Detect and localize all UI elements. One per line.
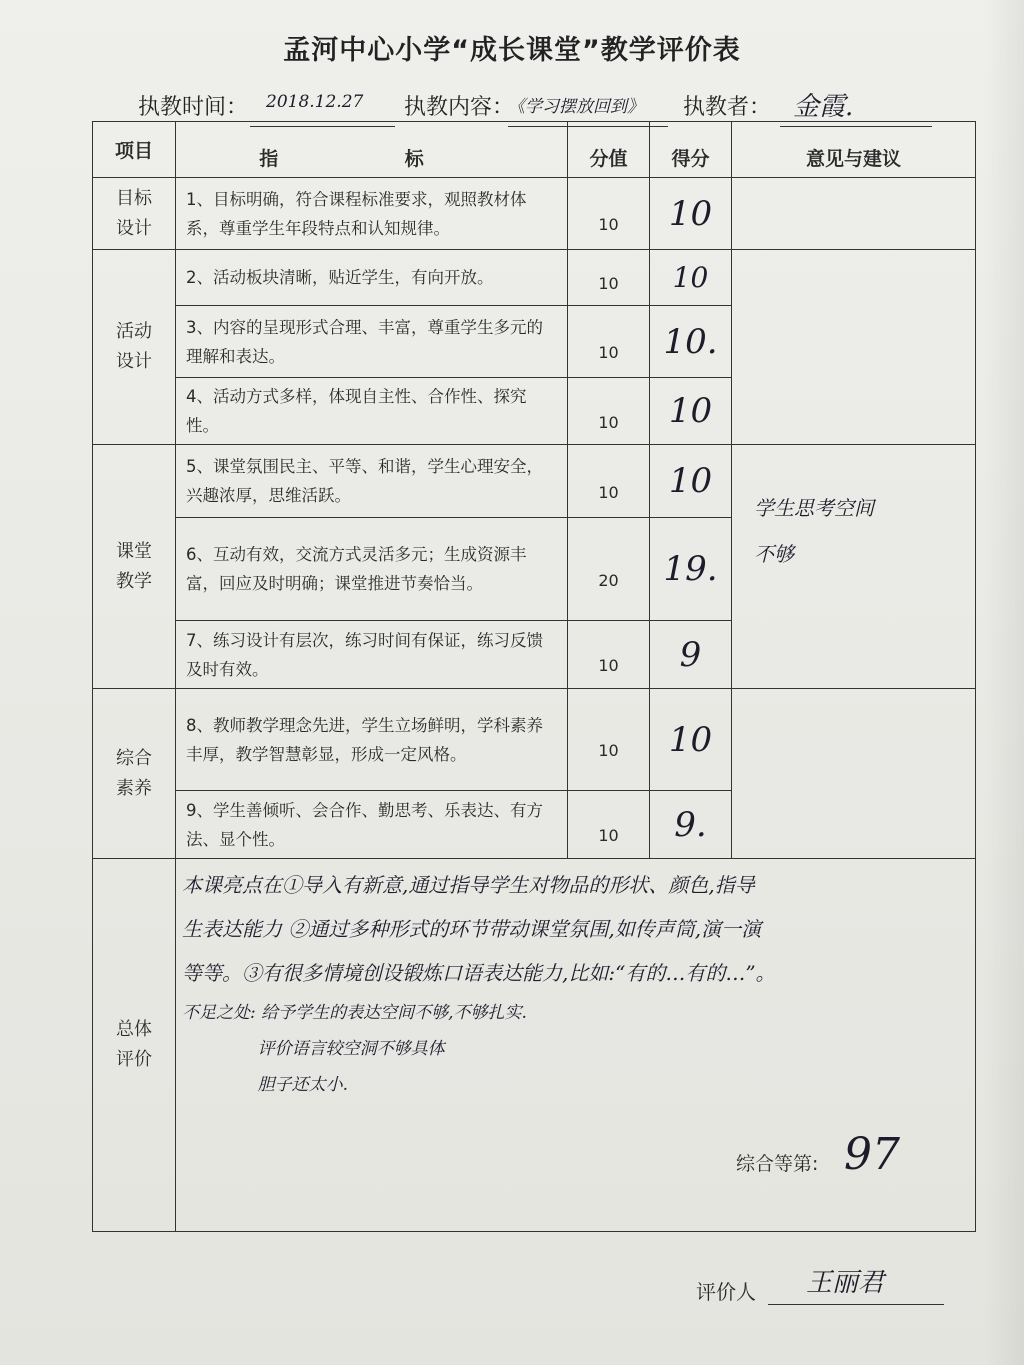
category-line: 设计 bbox=[116, 217, 152, 239]
points-7: 10 bbox=[568, 621, 650, 689]
advice-line: 不够 bbox=[754, 542, 794, 566]
score-7 bbox=[650, 621, 732, 689]
evaluator-underline bbox=[768, 1304, 944, 1305]
points-2: 10 bbox=[568, 250, 650, 306]
indicator-1: 1、目标明确，符合课程标准要求，观照教材体系，尊重学生年段特点和认知规律。 bbox=[176, 178, 568, 250]
points-4: 10 bbox=[568, 378, 650, 445]
advice-line: 学生思考空间 bbox=[754, 496, 874, 520]
score-value: 10 bbox=[672, 261, 709, 294]
header-advice: 意见与建议 bbox=[732, 122, 976, 178]
category-line: 总体 bbox=[116, 1019, 152, 1040]
evaluator-signature: 王丽君 bbox=[806, 1268, 885, 1298]
category-comprehensive-quality bbox=[93, 689, 176, 859]
advice-cell-3 bbox=[732, 445, 976, 689]
indicator-7: 7、练习设计有层次，练习时间有保证，练习反馈及时有效。 bbox=[176, 621, 568, 689]
teacher-label: 执教者： bbox=[683, 95, 772, 120]
category-line: 综合 bbox=[116, 747, 152, 769]
header-indicator: 指 标 bbox=[176, 122, 568, 178]
score-4 bbox=[650, 378, 732, 445]
points-5: 10 bbox=[568, 445, 650, 518]
category-line: 课堂 bbox=[116, 540, 152, 562]
score-value: 10 bbox=[668, 193, 713, 234]
score-5 bbox=[650, 445, 732, 518]
indicator-6: 6、互动有效，交流方式灵活多元；生成资源丰富，回应及时明确；课堂推进节奏恰当。 bbox=[176, 518, 568, 621]
indicator-9: 9、学生善倾听、会合作、勤思考、乐表达、有方法、显个性。 bbox=[176, 791, 568, 859]
category-goal-design bbox=[93, 178, 176, 250]
score-value: 10 bbox=[668, 719, 713, 760]
category-line: 设计 bbox=[116, 351, 152, 372]
indicator-3: 3、内容的呈现形式合理、丰富，尊重学生多元的理解和表达。 bbox=[176, 306, 568, 378]
overall-line: 等等。③有很多情境创设锻炼口语表达能力,比如:“有的…有的…”。 bbox=[182, 961, 776, 985]
evaluator-label: 评价人 bbox=[696, 1280, 756, 1304]
header-points: 分值 bbox=[568, 122, 650, 178]
category-line: 目标 bbox=[116, 187, 152, 209]
overall-line: 生表达能力 ②通过多种形式的环节带动课堂氛围,如传声筒,演一演 bbox=[182, 917, 762, 941]
points-9: 10 bbox=[568, 791, 650, 859]
indicator-8: 8、教师教学理念先进，学生立场鲜明，学科素养丰厚，教学智慧彰显，形成一定风格。 bbox=[176, 689, 568, 791]
category-line: 活动 bbox=[116, 321, 152, 342]
evaluator-block bbox=[696, 1268, 956, 1308]
form-title: 孟河中心小学“成长课堂”教学评价表 bbox=[283, 35, 741, 66]
category-line: 教学 bbox=[116, 570, 152, 592]
overall-line: 胆子还太小. bbox=[182, 1075, 349, 1095]
final-grade-value: 97 bbox=[844, 1129, 900, 1180]
points-3: 10 bbox=[568, 306, 650, 378]
evaluation-table bbox=[92, 121, 976, 1232]
time-label: 执教时间： bbox=[138, 95, 249, 120]
overall-line: 不足之处: 给予学生的表达空间不够,不够扎实. bbox=[182, 1003, 527, 1023]
score-1 bbox=[650, 178, 732, 250]
content-value: 《学习摆放回到》 bbox=[508, 97, 644, 117]
overall-comments-cell bbox=[176, 859, 976, 1232]
indicator-4: 4、活动方式多样，体现自主性、合作性、探究性。 bbox=[176, 378, 568, 445]
category-overall bbox=[93, 859, 176, 1232]
score-3 bbox=[650, 306, 732, 378]
overall-line: 本课亮点在①导入有新意,通过指导学生对物品的形状、颜色,指导 bbox=[182, 873, 755, 897]
indicator-5: 5、课堂氛围民主、平等、和谐，学生心理安全，兴趣浓厚，思维活跃。 bbox=[176, 445, 568, 518]
header-score: 得分 bbox=[650, 122, 732, 178]
points-1: 10 bbox=[568, 178, 650, 250]
paper-shadow bbox=[984, 0, 1024, 1365]
advice-cell-1 bbox=[732, 178, 976, 250]
points-6: 20 bbox=[568, 518, 650, 621]
category-classroom-teaching bbox=[93, 445, 176, 689]
time-value: 2018.12.27 bbox=[266, 92, 364, 112]
category-activity-design bbox=[93, 250, 176, 445]
advice-cell-2 bbox=[732, 250, 976, 445]
final-grade-label: 综合等第: bbox=[736, 1153, 819, 1175]
score-6 bbox=[650, 518, 732, 621]
score-value: 10. bbox=[663, 321, 718, 362]
overall-handwriting bbox=[182, 863, 776, 1103]
indicator-2: 2、活动板块清晰，贴近学生，有向开放。 bbox=[176, 250, 568, 306]
score-value: 9. bbox=[674, 804, 707, 845]
score-9 bbox=[650, 791, 732, 859]
score-value: 10 bbox=[668, 461, 713, 501]
teacher-value: 金霞. bbox=[793, 92, 854, 122]
overall-line: 评价语言较空洞不够具体 bbox=[182, 1039, 445, 1059]
points-8: 10 bbox=[568, 689, 650, 791]
overall-area bbox=[176, 859, 975, 1231]
category-line: 评价 bbox=[116, 1049, 152, 1070]
category-line: 素养 bbox=[116, 777, 152, 799]
score-8 bbox=[650, 689, 732, 791]
advice-cell-4 bbox=[732, 689, 976, 859]
header-item: 项目 bbox=[93, 122, 176, 178]
content-label: 执教内容： bbox=[404, 95, 515, 120]
advice-handwriting bbox=[754, 485, 874, 577]
score-value: 9 bbox=[679, 634, 702, 675]
score-value: 19. bbox=[663, 549, 718, 589]
score-value: 10 bbox=[668, 391, 713, 431]
score-2 bbox=[650, 250, 732, 306]
